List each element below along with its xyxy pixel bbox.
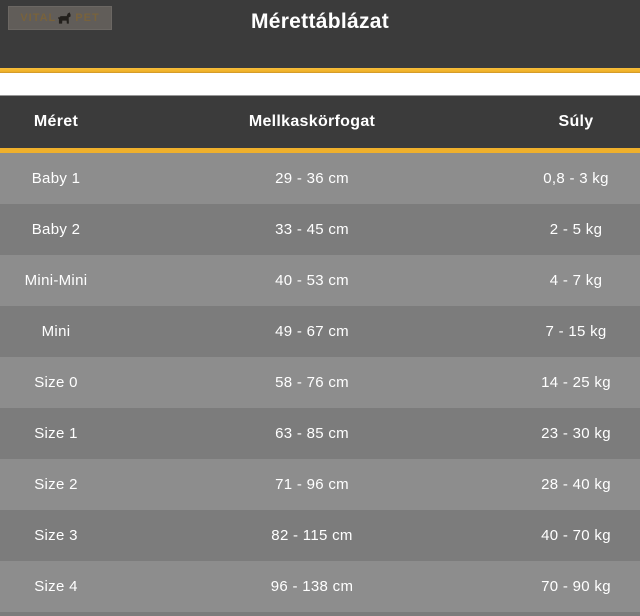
chest-cell: 82 - 115 cm [271,527,353,544]
logo-text-right: PET [75,12,100,24]
table-row [0,255,640,306]
weight-cell: 40 - 70 kg [541,527,611,544]
top-header-bar [0,0,640,68]
size-cell: Baby 2 [31,221,81,238]
weight-cell: 4 - 7 kg [549,272,603,289]
size-cell: Baby 1 [31,170,81,187]
column-header-size: Méret [0,96,112,151]
size-cell: Size 4 [34,578,78,595]
chest-cell: 33 - 45 cm [275,221,349,238]
table-row [0,408,640,459]
chest-cell: 58 - 76 cm [275,374,349,391]
table-row [0,306,640,357]
weight-cell: 14 - 25 kg [541,374,611,391]
size-cell: Mini [41,323,71,340]
chest-cell: 40 - 53 cm [275,272,349,289]
size-table-header [0,96,640,151]
weight-cell: 23 - 30 kg [541,425,611,442]
table-row [0,357,640,408]
weight-cell: 28 - 40 kg [541,476,611,493]
column-header-chest: Mellkaskörfogat [112,96,512,151]
white-divider [0,73,640,96]
chest-cell: 63 - 85 cm [275,425,349,442]
column-header-weight: Súly [512,96,640,151]
page-title: Mérettáblázat [250,10,390,33]
chest-cell: 71 - 96 cm [275,476,349,493]
table-row [0,151,640,205]
bottom-strip [0,612,640,616]
size-cell: Size 1 [34,425,78,442]
table-row [0,561,640,612]
table-row [0,510,640,561]
size-cell: Size 0 [34,374,78,391]
size-cell: Size 2 [34,476,78,493]
weight-cell: 7 - 15 kg [545,323,607,340]
size-cell: Mini-Mini [24,272,88,289]
logo-text-left: VITAL [20,12,57,24]
chest-cell: 29 - 36 cm [275,170,349,187]
weight-cell: 0,8 - 3 kg [543,170,609,187]
table-row [0,204,640,255]
weight-cell: 2 - 5 kg [549,221,603,238]
size-table [0,96,640,612]
header-row [0,96,640,151]
chest-cell: 96 - 138 cm [270,578,354,595]
size-table-body [0,151,640,613]
table-row [0,459,640,510]
weight-cell: 70 - 90 kg [541,578,611,595]
chest-cell: 49 - 67 cm [275,323,349,340]
size-cell: Size 3 [34,527,78,544]
